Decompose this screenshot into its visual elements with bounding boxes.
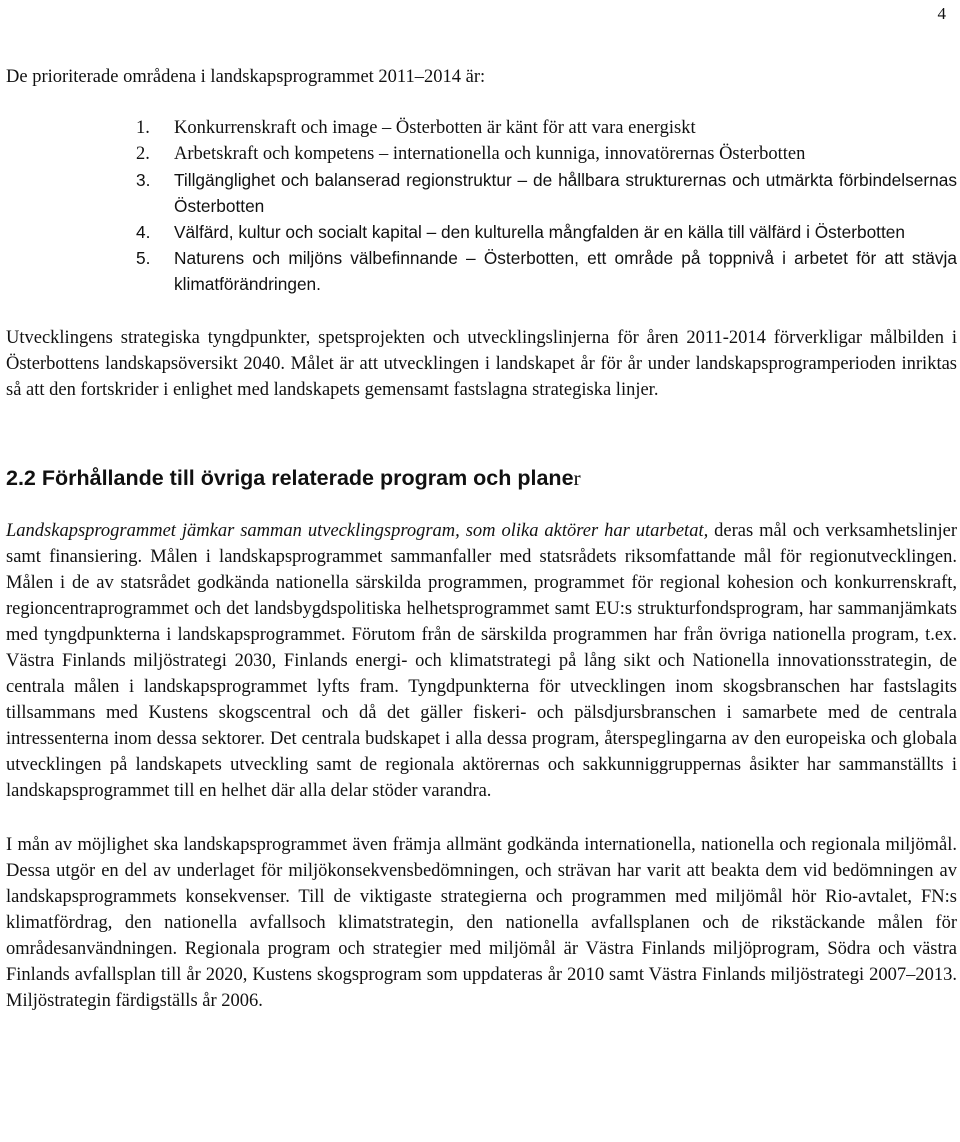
document-body [6,64,957,1014]
list-number: 2. [136,144,150,164]
intro-text: De prioriterade områdena i landskapsprogrammet 2011–2014 är: [6,67,486,87]
environment-paragraph: I mån av möjlighet ska landskapsprogrammet även främja allmänt godkända internationella, nationella och regionala miljömål. Dessa utgör en del av underlaget för miljökonsekvensbedömningen, och strävan har varit att beakta dem vid bedömningen av landskapsprogrammets konsekvenser. Till de viktigaste strategierna och programmen med miljömål hör Rio-avtalet, FN:s klimatfördrag, den nationella avfallsoch klimatstrategin, den nationella avfallsplanen och de rikstäckande målen för områdesanvändningen. Regionala program och strategier med miljömål är Västra Finlands miljöprogram, Södra och västra Finlands avfallsplan till år 2020, Kustens skogsprogram som uppdateras år 2010 samt Västra Finlands miljöstrategi 2007–2013. Miljöstrategin färdigställs år 2006. [6,835,957,1011]
section-heading [6,464,957,492]
list-item [6,245,957,297]
section-heading-tail: r [573,466,581,490]
list-text: Naturens och miljöns välbefinnande – Österbotten, ett område på toppnivå i arbetet för att stävja klimatförändringen. [174,248,957,294]
list-number: 5. [136,248,151,268]
list-text: Konkurrenskraft och image – Österbotten är känt för att vara energiskt [174,118,696,138]
list-item [6,219,957,245]
list-item [6,115,957,141]
page-number: 4 [937,4,946,23]
programs-paragraph-rest: deras mål och verksamhetslinjer samt finansiering. Målen i landskapsprogrammet sammanfaller med statsrådets riksomfattande mål för regionutvecklingen. Målen i de av statsrådet godkända nationella särskilda programmen, programmet för regional kohesion och konkurrenskraft, regioncentraprogrammet och det landsbygdspolitiska helhetsprogrammet samt EU:s strukturfondsprogram, har sammanjämkats med tyngdpunkterna i landskapsprogrammet. Förutom från de särskilda programmen har från övriga nationella program, t.ex. Västra Finlands miljöstrategi 2030, Finlands energi- och klimatstrategi på lång sikt och Nationella innovationsstrategin, de centrala målen i landskapsprogrammet lyfts fram. Tyngdpunkterna för utvecklingen inom skogsbranschen har fastslagits tillsammans med Kustens skogscentral och då det gäller fiskeri- och pälsdjursbranschen i samarbete med de centrala intressenterna inom dessa sektorer. Det centrala budskapet i alla dessa program, återspeglingarna av den europeiska och globala utvecklingen på landskapets utveckling samt de regionala aktörernas och sakkunniggruppernas åsikter har sammanställts i landskapsprogrammet till en helhet där alla delar stöder varandra. [6,521,957,801]
programs-paragraph [6,518,957,804]
list-text: Arbetskraft och kompetens – internationella och kunniga, innovatörernas Österbotten [174,144,806,164]
list-text: Välfärd, kultur och socialt kapital – den kulturella mångfalden är en källa till välfärd i Österbotten [174,222,906,242]
programs-paragraph-italic: Landskapsprogrammet jämkar samman utvecklingsprogram, som olika aktörer har utarbetat, [6,521,709,541]
strategy-paragraph: Utvecklingens strategiska tyngdpunkter, spetsprojekten och utvecklingslinjerna för åren 2011-2014 förverkligar målbilden i Österbottens landskapsöversikt 2040. Målet är att utvecklingen i landskapet år för år under landskapsprogramperioden inriktas så att den fortskrider i enlighet med landskapets gemensamt fastslagna strategiska linjer. [6,328,957,400]
section-heading-main: 2.2 Förhållande till övriga relaterade program och plane [6,466,574,490]
list-number: 3. [136,170,151,190]
list-number: 1. [136,118,150,138]
list-item [6,167,957,219]
list-item [6,141,957,167]
list-text: Tillgänglighet och balanserad regionstruktur – de hållbara strukturernas och utmärkta förbindelsernas Österbotten [174,170,957,216]
list-number: 4. [136,222,151,242]
priority-list [6,115,957,297]
